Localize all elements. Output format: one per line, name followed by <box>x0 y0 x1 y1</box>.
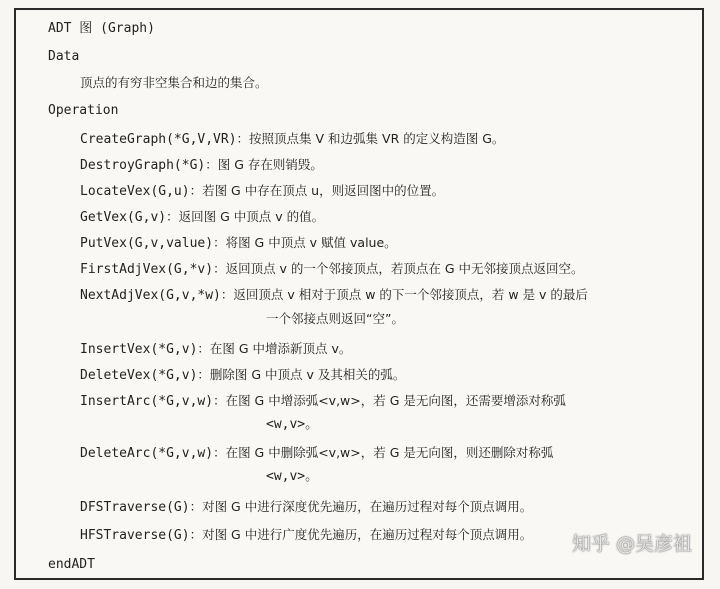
op-insert-arc <box>80 392 566 411</box>
end-adt-label: endADT <box>48 557 95 572</box>
op-signature: InsertArc(*G,v,w) <box>80 394 214 409</box>
op-signature: CreateGraph(*G,V,VR) <box>80 132 237 147</box>
op-insert-vex <box>80 340 351 359</box>
op-signature: NextAdjVex(G,v,*w) <box>80 288 221 303</box>
adt-header: ADT 图 (Graph) <box>48 21 155 36</box>
op-delete-vex <box>80 366 405 385</box>
op-description: ：返回顶点 v 相对于顶点 w 的下一个邻接顶点，若 w 是 v 的最后 <box>220 287 588 302</box>
op-signature: PutVex(G,v,value) <box>80 236 214 251</box>
op-first-adj-vex <box>80 260 584 279</box>
op-dfs-traverse <box>80 498 532 517</box>
op-description: ：在图 G 中增添弧<v,w>，若 G 是无向图，还需要增添对称弧 <box>213 393 566 408</box>
op-description: ：删除图 G 中顶点 v 及其相关的弧。 <box>197 367 406 382</box>
op-next-adj-vex <box>80 286 588 305</box>
op-next-adj-vex-continuation: 一个邻接点则返回“空”。 <box>266 311 404 326</box>
adt-box <box>14 8 704 580</box>
op-get-vex <box>80 208 324 227</box>
op-description: ：在图 G 中增添新顶点 v。 <box>197 341 352 356</box>
op-signature: DFSTraverse(G) <box>80 500 190 515</box>
operation-label: Operation <box>48 103 119 118</box>
op-description: ：对图 G 中进行深度优先遍历，在遍历过程对每个顶点调用。 <box>189 499 533 514</box>
op-description: ：若图 G 中存在顶点 u，则返回图中的位置。 <box>189 183 445 198</box>
op-locate-vex <box>80 182 444 201</box>
op-description: ：按照顶点集 V 和边弧集 VR 的定义构造图 G。 <box>236 131 505 146</box>
op-insert-arc-continuation: <w,v>。 <box>266 417 319 432</box>
op-delete-arc <box>80 444 553 463</box>
op-signature: LocateVex(G,u) <box>80 184 190 199</box>
op-signature: HFSTraverse(G) <box>80 528 190 543</box>
op-description: ：将图 G 中顶点 v 赋值 value。 <box>213 235 397 250</box>
op-description: ：返回顶点 v 的一个邻接顶点，若顶点在 G 中无邻接顶点返回空。 <box>213 261 584 276</box>
data-label: Data <box>48 49 80 64</box>
op-signature: DeleteArc(*G,v,w) <box>80 446 214 461</box>
op-description: ：图 G 存在则销毁。 <box>205 157 323 172</box>
op-signature: DeleteVex(*G,v) <box>80 368 198 383</box>
data-description: 顶点的有穷非空集合和边的集合。 <box>80 75 268 90</box>
op-delete-arc-continuation: <w,v>。 <box>266 469 319 484</box>
op-create-graph <box>80 130 504 149</box>
op-put-vex <box>80 234 397 253</box>
op-signature: FirstAdjVex(G,*v) <box>80 262 214 277</box>
op-description: ：在图 G 中删除弧<v,w>，若 G 是无向图，则还删除对称弧 <box>213 445 554 460</box>
op-destroy-graph <box>80 156 323 175</box>
op-signature: DestroyGraph(*G) <box>80 158 206 173</box>
op-description: ：对图 G 中进行广度优先遍历，在遍历过程对每个顶点调用。 <box>189 527 533 542</box>
op-description: ：返回图 G 中顶点 v 的值。 <box>166 209 325 224</box>
op-signature: InsertVex(*G,v) <box>80 342 198 357</box>
zhihu-watermark: 知乎 @吴彦祖 <box>571 533 692 555</box>
op-hfs-traverse <box>80 526 532 545</box>
op-signature: GetVex(G,v) <box>80 210 167 225</box>
